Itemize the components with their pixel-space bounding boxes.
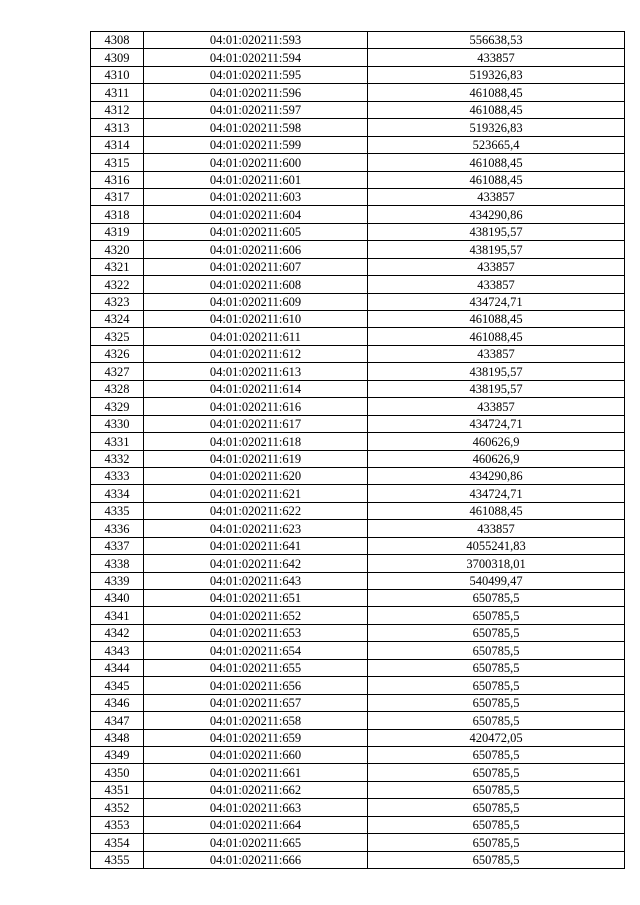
cadastral-number-cell: 04:01:020211:613 xyxy=(144,363,368,380)
cadastral-value-cell: 433857 xyxy=(368,188,625,205)
table-row xyxy=(91,101,625,118)
table-row xyxy=(91,223,625,240)
table-row xyxy=(91,537,625,554)
row-number-cell: 4335 xyxy=(91,502,144,519)
cadastral-value-cell: 4055241,83 xyxy=(368,537,625,554)
row-number-cell: 4344 xyxy=(91,659,144,676)
row-number-cell: 4330 xyxy=(91,415,144,432)
cadastral-value-cell: 434724,71 xyxy=(368,293,625,310)
row-number-cell: 4327 xyxy=(91,363,144,380)
table-row xyxy=(91,520,625,537)
row-number-cell: 4333 xyxy=(91,467,144,484)
cadastral-value-cell: 438195,57 xyxy=(368,380,625,397)
cadastral-number-cell: 04:01:020211:663 xyxy=(144,799,368,816)
cadastral-number-cell: 04:01:020211:598 xyxy=(144,119,368,136)
cadastral-number-cell: 04:01:020211:606 xyxy=(144,241,368,258)
cadastral-number-cell: 04:01:020211:617 xyxy=(144,415,368,432)
cadastral-number-cell: 04:01:020211:593 xyxy=(144,32,368,49)
table-row xyxy=(91,642,625,659)
table-row xyxy=(91,398,625,415)
cadastral-value-cell: 519326,83 xyxy=(368,66,625,83)
table-row xyxy=(91,311,625,328)
row-number-cell: 4348 xyxy=(91,729,144,746)
row-number-cell: 4309 xyxy=(91,49,144,66)
row-number-cell: 4354 xyxy=(91,834,144,851)
cadastral-value-cell: 650785,5 xyxy=(368,816,625,833)
table-row xyxy=(91,729,625,746)
row-number-cell: 4341 xyxy=(91,607,144,624)
cadastral-number-cell: 04:01:020211:666 xyxy=(144,851,368,868)
row-number-cell: 4326 xyxy=(91,345,144,362)
row-number-cell: 4351 xyxy=(91,781,144,798)
cadastral-number-cell: 04:01:020211:618 xyxy=(144,433,368,450)
row-number-cell: 4311 xyxy=(91,84,144,101)
table-row xyxy=(91,467,625,484)
table-row xyxy=(91,32,625,49)
row-number-cell: 4340 xyxy=(91,590,144,607)
cadastral-value-cell: 461088,45 xyxy=(368,311,625,328)
table-row xyxy=(91,572,625,589)
cadastral-value-cell: 438195,57 xyxy=(368,223,625,240)
cadastral-value-cell: 461088,45 xyxy=(368,502,625,519)
cadastral-value-cell: 650785,5 xyxy=(368,746,625,763)
table-row xyxy=(91,712,625,729)
row-number-cell: 4317 xyxy=(91,188,144,205)
row-number-cell: 4349 xyxy=(91,746,144,763)
row-number-cell: 4321 xyxy=(91,258,144,275)
cadastral-value-cell: 460626,9 xyxy=(368,433,625,450)
cadastral-number-cell: 04:01:020211:616 xyxy=(144,398,368,415)
table-row xyxy=(91,328,625,345)
row-number-cell: 4329 xyxy=(91,398,144,415)
cadastral-value-cell: 433857 xyxy=(368,258,625,275)
table-row xyxy=(91,258,625,275)
cadastral-value-cell: 650785,5 xyxy=(368,834,625,851)
cadastral-value-cell: 519326,83 xyxy=(368,119,625,136)
table-row xyxy=(91,84,625,101)
row-number-cell: 4353 xyxy=(91,816,144,833)
cadastral-number-cell: 04:01:020211:662 xyxy=(144,781,368,798)
cadastral-number-cell: 04:01:020211:651 xyxy=(144,590,368,607)
cadastral-value-cell: 650785,5 xyxy=(368,694,625,711)
cadastral-value-cell: 650785,5 xyxy=(368,677,625,694)
table-row xyxy=(91,746,625,763)
cadastral-number-cell: 04:01:020211:601 xyxy=(144,171,368,188)
cadastral-number-cell: 04:01:020211:600 xyxy=(144,154,368,171)
cadastral-number-cell: 04:01:020211:608 xyxy=(144,276,368,293)
row-number-cell: 4313 xyxy=(91,119,144,136)
table-row xyxy=(91,502,625,519)
cadastral-number-cell: 04:01:020211:609 xyxy=(144,293,368,310)
cadastral-number-cell: 04:01:020211:652 xyxy=(144,607,368,624)
cadastral-value-cell: 433857 xyxy=(368,276,625,293)
cadastral-number-cell: 04:01:020211:603 xyxy=(144,188,368,205)
row-number-cell: 4318 xyxy=(91,206,144,223)
table-row xyxy=(91,171,625,188)
row-number-cell: 4343 xyxy=(91,642,144,659)
cadastral-number-cell: 04:01:020211:642 xyxy=(144,555,368,572)
cadastral-value-cell: 460626,9 xyxy=(368,450,625,467)
row-number-cell: 4350 xyxy=(91,764,144,781)
cadastral-number-cell: 04:01:020211:621 xyxy=(144,485,368,502)
cadastral-number-cell: 04:01:020211:660 xyxy=(144,746,368,763)
cadastral-value-cell: 434724,71 xyxy=(368,415,625,432)
cadastral-number-cell: 04:01:020211:614 xyxy=(144,380,368,397)
cadastral-value-cell: 650785,5 xyxy=(368,712,625,729)
table-row xyxy=(91,293,625,310)
row-number-cell: 4337 xyxy=(91,537,144,554)
cadastral-value-cell: 461088,45 xyxy=(368,154,625,171)
cadastral-number-cell: 04:01:020211:605 xyxy=(144,223,368,240)
cadastral-value-cell: 650785,5 xyxy=(368,624,625,641)
row-number-cell: 4314 xyxy=(91,136,144,153)
cadastral-value-cell: 433857 xyxy=(368,398,625,415)
cadastral-value-cell: 461088,45 xyxy=(368,84,625,101)
cadastral-number-cell: 04:01:020211:595 xyxy=(144,66,368,83)
cadastral-value-cell: 650785,5 xyxy=(368,799,625,816)
cadastral-value-cell: 461088,45 xyxy=(368,171,625,188)
cadastral-number-cell: 04:01:020211:664 xyxy=(144,816,368,833)
cadastral-value-cell: 650785,5 xyxy=(368,851,625,868)
cadastral-number-cell: 04:01:020211:657 xyxy=(144,694,368,711)
cadastral-value-cell: 438195,57 xyxy=(368,241,625,258)
table-row xyxy=(91,677,625,694)
table-row xyxy=(91,415,625,432)
row-number-cell: 4308 xyxy=(91,32,144,49)
table-row xyxy=(91,694,625,711)
cadastral-value-cell: 434290,86 xyxy=(368,206,625,223)
cadastral-number-cell: 04:01:020211:612 xyxy=(144,345,368,362)
cadastral-number-cell: 04:01:020211:604 xyxy=(144,206,368,223)
cadastral-value-cell: 461088,45 xyxy=(368,328,625,345)
row-number-cell: 4347 xyxy=(91,712,144,729)
cadastral-number-cell: 04:01:020211:643 xyxy=(144,572,368,589)
cadastral-value-cell: 650785,5 xyxy=(368,607,625,624)
cadastral-value-cell: 650785,5 xyxy=(368,642,625,659)
table-row xyxy=(91,834,625,851)
cadastral-number-cell: 04:01:020211:623 xyxy=(144,520,368,537)
cadastral-value-cell: 523665,4 xyxy=(368,136,625,153)
row-number-cell: 4325 xyxy=(91,328,144,345)
cadastral-value-cell: 650785,5 xyxy=(368,781,625,798)
table-row xyxy=(91,816,625,833)
cadastral-number-cell: 04:01:020211:622 xyxy=(144,502,368,519)
row-number-cell: 4332 xyxy=(91,450,144,467)
cadastral-number-cell: 04:01:020211:611 xyxy=(144,328,368,345)
table-row xyxy=(91,66,625,83)
row-number-cell: 4320 xyxy=(91,241,144,258)
row-number-cell: 4352 xyxy=(91,799,144,816)
table-row xyxy=(91,659,625,676)
cadastral-value-cell: 433857 xyxy=(368,345,625,362)
table-row xyxy=(91,206,625,223)
row-number-cell: 4336 xyxy=(91,520,144,537)
table-row xyxy=(91,136,625,153)
cadastral-number-cell: 04:01:020211:610 xyxy=(144,311,368,328)
cadastral-number-cell: 04:01:020211:619 xyxy=(144,450,368,467)
cadastral-value-cell: 433857 xyxy=(368,520,625,537)
cadastral-number-cell: 04:01:020211:654 xyxy=(144,642,368,659)
cadastral-value-cell: 650785,5 xyxy=(368,659,625,676)
cadastral-value-cell: 434724,71 xyxy=(368,485,625,502)
cadastral-number-cell: 04:01:020211:658 xyxy=(144,712,368,729)
row-number-cell: 4322 xyxy=(91,276,144,293)
row-number-cell: 4315 xyxy=(91,154,144,171)
row-number-cell: 4310 xyxy=(91,66,144,83)
row-number-cell: 4323 xyxy=(91,293,144,310)
table-row xyxy=(91,154,625,171)
cadastral-value-cell: 438195,57 xyxy=(368,363,625,380)
row-number-cell: 4331 xyxy=(91,433,144,450)
cadastral-number-cell: 04:01:020211:661 xyxy=(144,764,368,781)
table-body xyxy=(91,32,625,869)
row-number-cell: 4316 xyxy=(91,171,144,188)
cadastral-value-cell: 3700318,01 xyxy=(368,555,625,572)
row-number-cell: 4319 xyxy=(91,223,144,240)
cadastral-number-cell: 04:01:020211:594 xyxy=(144,49,368,66)
table-row xyxy=(91,49,625,66)
row-number-cell: 4312 xyxy=(91,101,144,118)
cadastral-value-cell: 461088,45 xyxy=(368,101,625,118)
table-row xyxy=(91,555,625,572)
cadastral-number-cell: 04:01:020211:597 xyxy=(144,101,368,118)
cadastral-number-cell: 04:01:020211:641 xyxy=(144,537,368,554)
table-row xyxy=(91,433,625,450)
table-row xyxy=(91,624,625,641)
table-row xyxy=(91,241,625,258)
cadastral-number-cell: 04:01:020211:596 xyxy=(144,84,368,101)
cadastral-number-cell: 04:01:020211:655 xyxy=(144,659,368,676)
table-row xyxy=(91,380,625,397)
table-row xyxy=(91,799,625,816)
table-row xyxy=(91,764,625,781)
table-row xyxy=(91,781,625,798)
row-number-cell: 4355 xyxy=(91,851,144,868)
cadastral-number-cell: 04:01:020211:659 xyxy=(144,729,368,746)
table-row xyxy=(91,607,625,624)
row-number-cell: 4338 xyxy=(91,555,144,572)
row-number-cell: 4345 xyxy=(91,677,144,694)
table-row xyxy=(91,363,625,380)
cadastral-number-cell: 04:01:020211:665 xyxy=(144,834,368,851)
cadastral-number-cell: 04:01:020211:620 xyxy=(144,467,368,484)
table-row xyxy=(91,590,625,607)
cadastral-number-cell: 04:01:020211:653 xyxy=(144,624,368,641)
row-number-cell: 4346 xyxy=(91,694,144,711)
row-number-cell: 4342 xyxy=(91,624,144,641)
table-row xyxy=(91,345,625,362)
cadastral-value-cell: 434290,86 xyxy=(368,467,625,484)
cadastral-number-cell: 04:01:020211:656 xyxy=(144,677,368,694)
cadastral-value-cell: 650785,5 xyxy=(368,764,625,781)
table-row xyxy=(91,119,625,136)
row-number-cell: 4324 xyxy=(91,311,144,328)
table-row xyxy=(91,188,625,205)
cadastral-number-cell: 04:01:020211:607 xyxy=(144,258,368,275)
table-row xyxy=(91,276,625,293)
cadastral-number-cell: 04:01:020211:599 xyxy=(144,136,368,153)
row-number-cell: 4339 xyxy=(91,572,144,589)
cadastral-value-cell: 433857 xyxy=(368,49,625,66)
cadastral-value-cell: 556638,53 xyxy=(368,32,625,49)
row-number-cell: 4328 xyxy=(91,380,144,397)
table-row xyxy=(91,450,625,467)
row-number-cell: 4334 xyxy=(91,485,144,502)
cadastral-value-cell: 650785,5 xyxy=(368,590,625,607)
cadastral-value-cell: 420472,05 xyxy=(368,729,625,746)
table-row xyxy=(91,485,625,502)
cadastral-value-cell: 540499,47 xyxy=(368,572,625,589)
table-row xyxy=(91,851,625,868)
cadastral-value-table xyxy=(90,31,625,869)
